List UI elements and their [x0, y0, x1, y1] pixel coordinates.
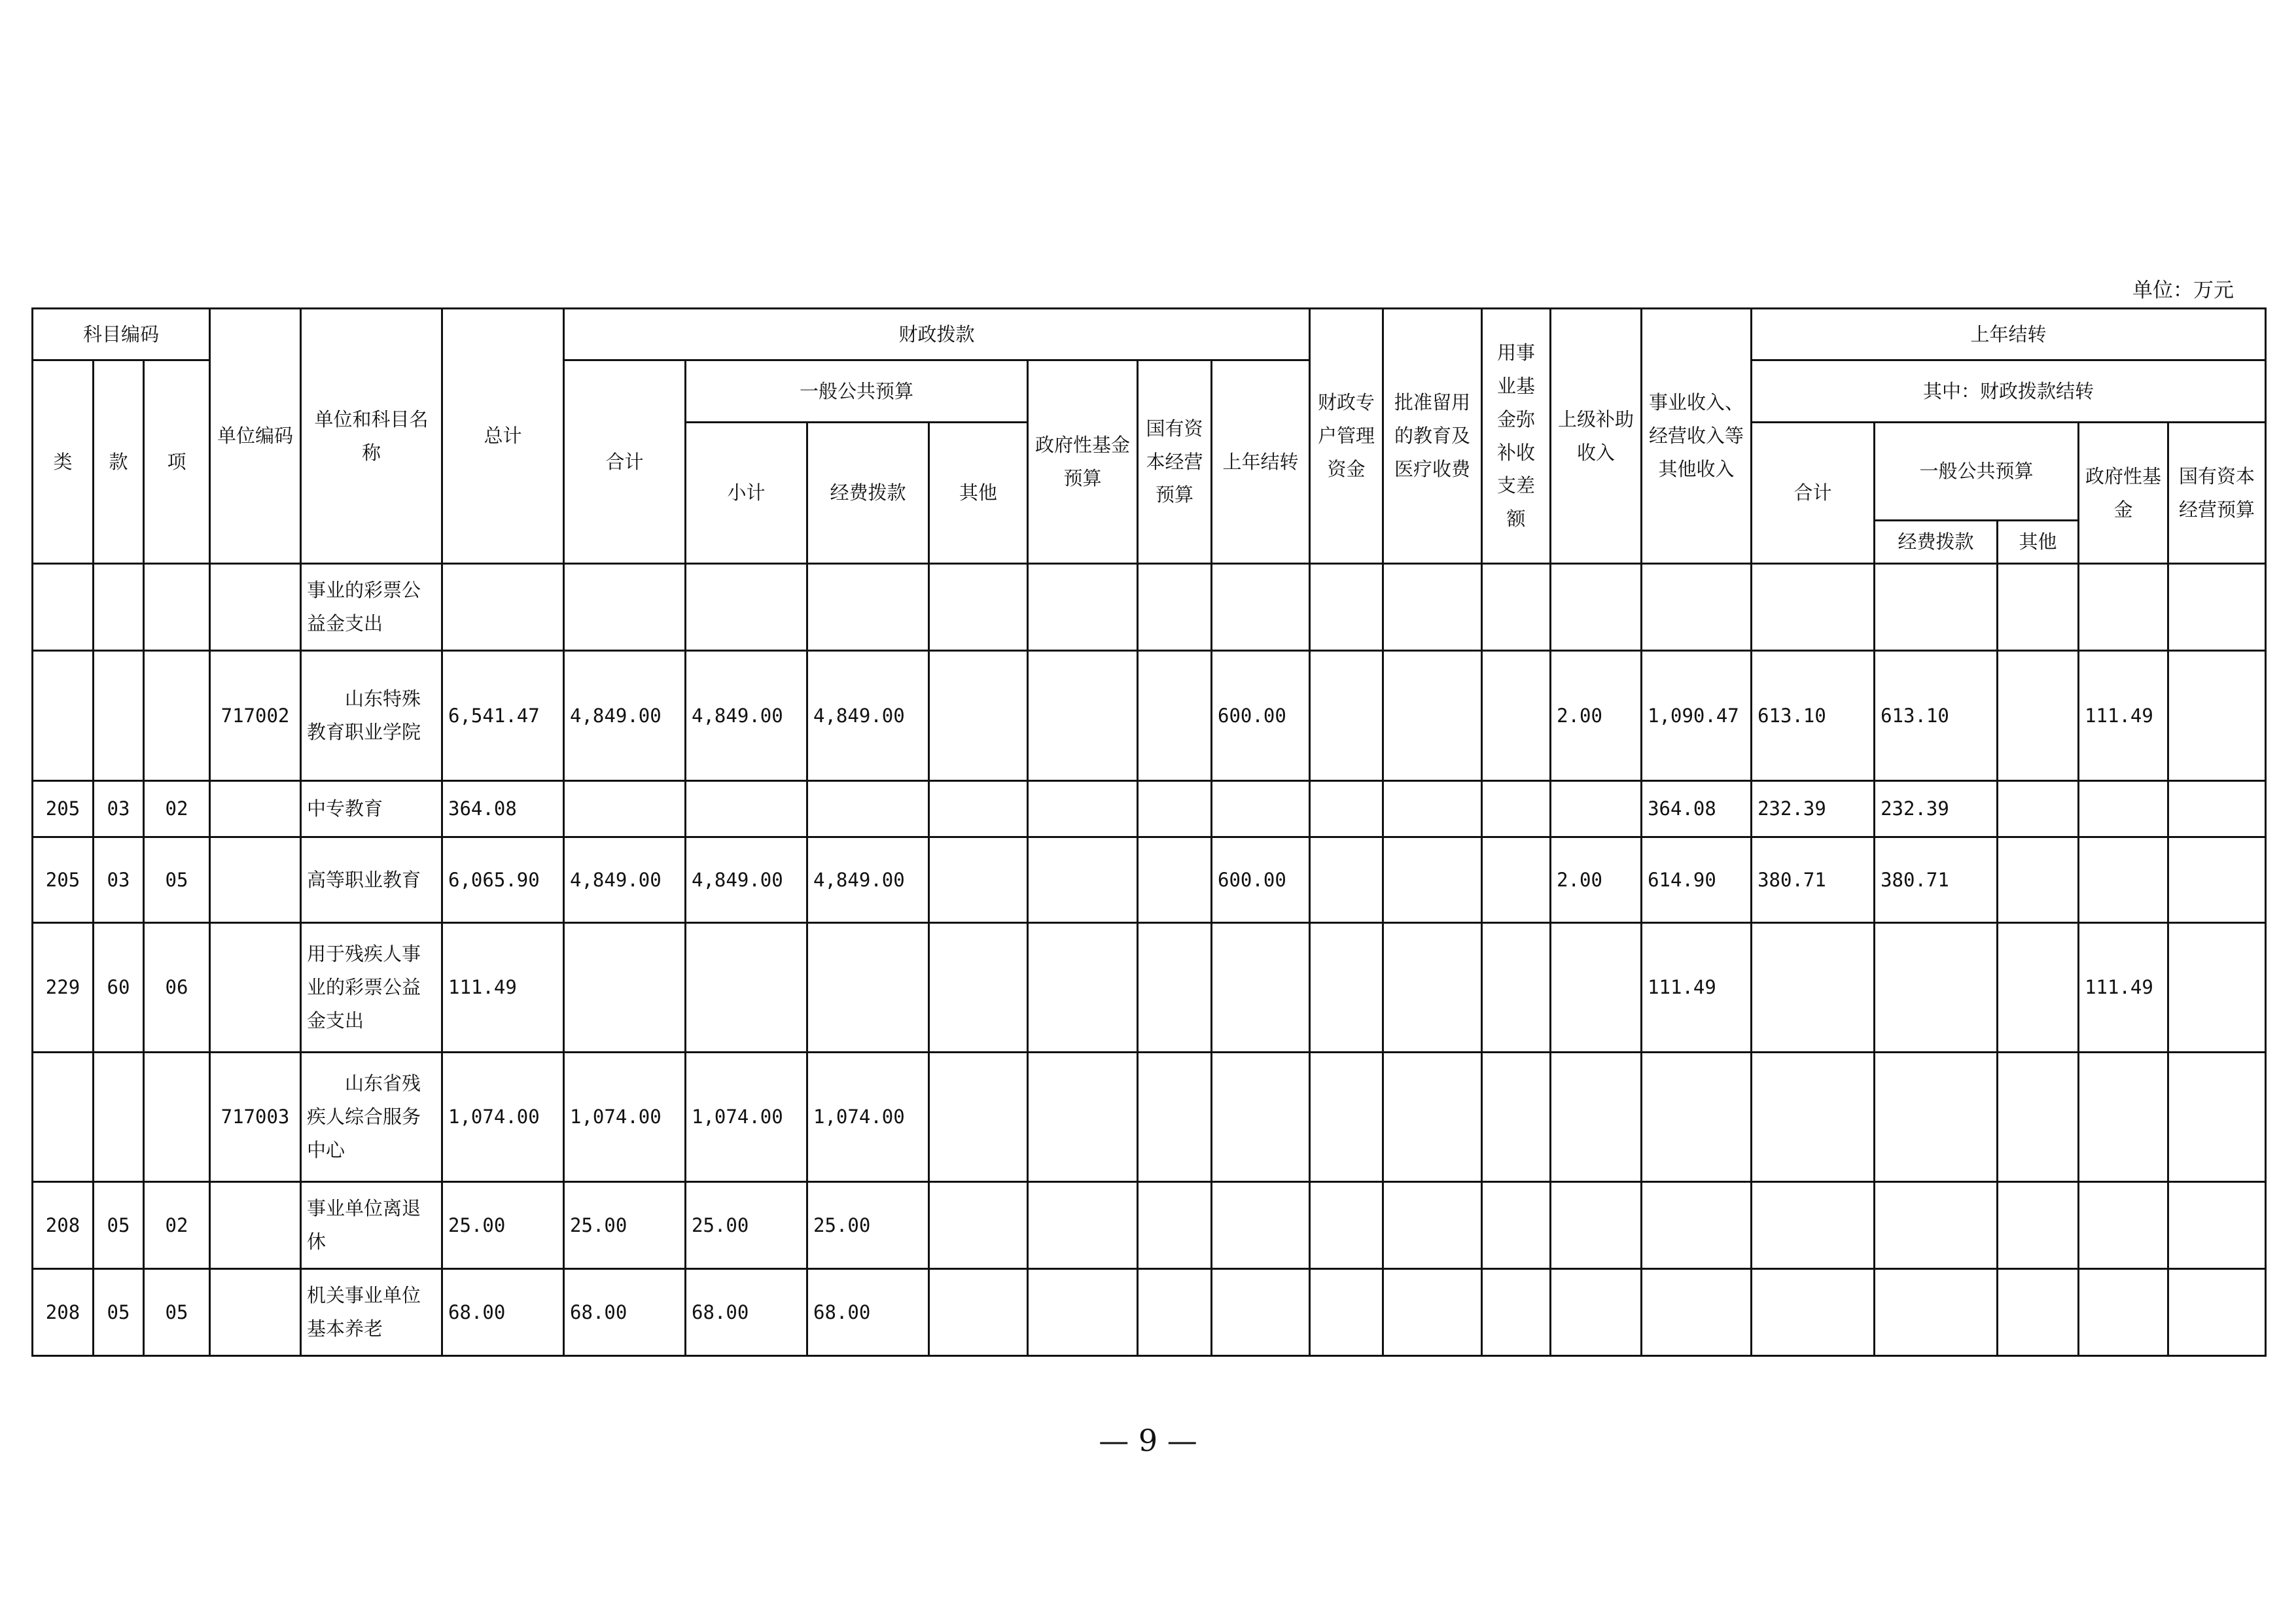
cell-value	[1310, 1182, 1383, 1269]
cell-value	[1998, 837, 2079, 923]
cell-unit-code: 717002	[210, 651, 301, 781]
cell-value	[1482, 564, 1551, 651]
cell-value	[1752, 1053, 1875, 1182]
cell-value	[1028, 1269, 1138, 1356]
cell-lei: 205	[33, 781, 94, 837]
header-zongji: 总计	[442, 309, 564, 564]
cell-value	[1482, 781, 1551, 837]
cell-xiang: 05	[144, 1269, 210, 1356]
cell-value	[1383, 781, 1482, 837]
cell-value	[564, 781, 686, 837]
cell-value: 25.00	[564, 1182, 686, 1269]
cell-value	[564, 564, 686, 651]
cell-value: 25.00	[442, 1182, 564, 1269]
cell-value	[1028, 837, 1138, 923]
table-row	[33, 837, 2266, 923]
cell-value	[1551, 1182, 1642, 1269]
header-shiye-shouru: 事业收入、经营收入等其他收入	[1642, 309, 1752, 564]
cell-value	[1138, 781, 1212, 837]
cell-value	[686, 564, 807, 651]
cell-kuan: 60	[94, 923, 144, 1053]
header-guoyou-ziben-yusuan: 国有资本经营预算	[1138, 360, 1212, 564]
cell-value	[929, 923, 1028, 1053]
cell-lei: 229	[33, 923, 94, 1053]
cell-value	[1138, 1182, 1212, 1269]
cell-lei: 208	[33, 1182, 94, 1269]
cell-value: 4,849.00	[564, 651, 686, 781]
cell-value	[1875, 1269, 1998, 1356]
cell-value: 4,849.00	[686, 651, 807, 781]
header-danwei-mingcheng: 单位和科目名称	[301, 309, 442, 564]
cell-value	[929, 837, 1028, 923]
cell-unit-code	[210, 1269, 301, 1356]
cell-value	[1028, 564, 1138, 651]
cell-value: 2.00	[1551, 651, 1642, 781]
header-jz-zhengfu-jijin: 政府性基金	[2079, 423, 2168, 564]
cell-value: 232.39	[1752, 781, 1875, 837]
table-row	[33, 1182, 2266, 1269]
cell-xiang	[144, 651, 210, 781]
cell-value: 600.00	[1212, 837, 1310, 923]
header-caizheng-zhuanhu: 财政专户管理资金	[1310, 309, 1383, 564]
cell-value	[1310, 923, 1383, 1053]
cell-value	[1482, 1053, 1551, 1182]
cell-value	[1138, 1053, 1212, 1182]
cell-value	[929, 1182, 1028, 1269]
table-row	[33, 1053, 2266, 1182]
table-row	[33, 923, 2266, 1053]
cell-value	[807, 564, 929, 651]
cell-value	[1028, 781, 1138, 837]
cell-value: 364.08	[1642, 781, 1752, 837]
cell-value: 111.49	[442, 923, 564, 1053]
cell-value	[2079, 1269, 2168, 1356]
cell-value: 68.00	[564, 1269, 686, 1356]
header-danwei-bianma: 单位编码	[210, 309, 301, 564]
cell-value: 1,090.47	[1642, 651, 1752, 781]
cell-value	[1482, 651, 1551, 781]
cell-value	[2168, 1269, 2266, 1356]
cell-value	[1138, 923, 1212, 1053]
cell-value	[1875, 1053, 1998, 1182]
cell-value: 2.00	[1551, 837, 1642, 923]
cell-value	[1551, 923, 1642, 1053]
cell-xiang: 02	[144, 781, 210, 837]
cell-value	[2168, 923, 2266, 1053]
cell-value: 1,074.00	[564, 1053, 686, 1182]
cell-value	[1383, 564, 1482, 651]
cell-value	[1138, 837, 1212, 923]
cell-value	[2168, 1053, 2266, 1182]
header-xiang: 项	[144, 360, 210, 564]
table-row	[33, 651, 2266, 781]
cell-value	[1383, 923, 1482, 1053]
cell-value	[1028, 1182, 1138, 1269]
cell-value: 614.90	[1642, 837, 1752, 923]
cell-value	[686, 781, 807, 837]
cell-value	[929, 781, 1028, 837]
cell-value: 111.49	[1642, 923, 1752, 1053]
cell-kuan	[94, 1053, 144, 1182]
cell-value	[1998, 1053, 2079, 1182]
cell-value	[1310, 837, 1383, 923]
cell-value: 4,849.00	[564, 837, 686, 923]
cell-value	[2079, 564, 2168, 651]
cell-unit-code	[210, 781, 301, 837]
cell-value	[2079, 1182, 2168, 1269]
cell-value	[1383, 651, 1482, 781]
cell-value	[1138, 1269, 1212, 1356]
cell-value: 4,849.00	[807, 837, 929, 923]
cell-unit-code	[210, 564, 301, 651]
cell-value	[1642, 564, 1752, 651]
header-jingfei-bokuan: 经费拨款	[807, 423, 929, 564]
header-heji: 合计	[564, 360, 686, 564]
header-kuan: 款	[94, 360, 144, 564]
cell-value: 25.00	[686, 1182, 807, 1269]
cell-kuan: 03	[94, 781, 144, 837]
header-xiaoji: 小计	[686, 423, 807, 564]
cell-kuan: 05	[94, 1269, 144, 1356]
header-shiye-jijin: 用事业基金弥补收支差额	[1482, 309, 1551, 564]
cell-value: 111.49	[2079, 651, 2168, 781]
cell-value: 380.71	[1875, 837, 1998, 923]
cell-value	[1551, 564, 1642, 651]
cell-value	[929, 564, 1028, 651]
cell-xiang: 05	[144, 837, 210, 923]
cell-value	[807, 781, 929, 837]
cell-value	[1028, 1053, 1138, 1182]
cell-value	[1482, 1182, 1551, 1269]
header-jz-jingfei-bokuan: 经费拨款	[1875, 521, 1998, 564]
cell-value	[1998, 1269, 2079, 1356]
header-pizhun-liuyong: 批准留用的教育及医疗收费	[1383, 309, 1482, 564]
header-shangji-buzhu: 上级补助收入	[1551, 309, 1642, 564]
cell-value: 1,074.00	[686, 1053, 807, 1182]
cell-value	[1482, 1269, 1551, 1356]
cell-kuan: 05	[94, 1182, 144, 1269]
header-jz-guoyou-ziben: 国有资本经营预算	[2168, 423, 2266, 564]
cell-value	[1482, 837, 1551, 923]
cell-unit-name: 事业的彩票公益金支出	[301, 564, 442, 651]
cell-value: 232.39	[1875, 781, 1998, 837]
cell-value	[1752, 923, 1875, 1053]
cell-value	[1310, 564, 1383, 651]
cell-value	[1212, 923, 1310, 1053]
header-jz-qita: 其他	[1998, 521, 2079, 564]
cell-unit-name: 用于残疾人事业的彩票公益金支出	[301, 923, 442, 1053]
unit-label: 单位：万元	[2132, 279, 2234, 302]
cell-value: 4,849.00	[807, 651, 929, 781]
cell-value: 6,541.47	[442, 651, 564, 781]
cell-lei	[33, 1053, 94, 1182]
cell-unit-name: 机关事业单位基本养老	[301, 1269, 442, 1356]
cell-unit-name: 高等职业教育	[301, 837, 442, 923]
cell-value	[1551, 1053, 1642, 1182]
cell-value	[807, 923, 929, 1053]
cell-value	[1551, 1269, 1642, 1356]
page-number: — 9 —	[1099, 1423, 1197, 1458]
cell-lei: 208	[33, 1269, 94, 1356]
cell-value: 68.00	[442, 1269, 564, 1356]
budget-table	[31, 307, 2267, 1357]
cell-value	[2168, 564, 2266, 651]
cell-value	[929, 1053, 1028, 1182]
cell-value	[1752, 564, 1875, 651]
cell-kuan	[94, 651, 144, 781]
cell-unit-code: 717003	[210, 1053, 301, 1182]
cell-value: 111.49	[2079, 923, 2168, 1053]
cell-value: 600.00	[1212, 651, 1310, 781]
cell-value: 613.10	[1752, 651, 1875, 781]
cell-unit-code	[210, 923, 301, 1053]
cell-xiang: 02	[144, 1182, 210, 1269]
header-jz-yiban-gonggong: 一般公共预算	[1875, 423, 2079, 521]
cell-value	[1212, 1269, 1310, 1356]
cell-value	[1998, 651, 2079, 781]
cell-value	[2079, 781, 2168, 837]
cell-value	[1310, 651, 1383, 781]
cell-value	[1212, 1053, 1310, 1182]
cell-value	[1383, 1182, 1482, 1269]
cell-value	[2079, 1053, 2168, 1182]
cell-value	[564, 923, 686, 1053]
header-yiban-gonggong: 一般公共预算	[686, 360, 1028, 423]
cell-value	[2168, 1182, 2266, 1269]
cell-value	[1212, 564, 1310, 651]
cell-value	[1310, 781, 1383, 837]
cell-value	[1383, 837, 1482, 923]
cell-value: 613.10	[1875, 651, 1998, 781]
header-shangnian-jiezhuan-group: 上年结转	[1752, 309, 2266, 360]
cell-value	[1138, 564, 1212, 651]
cell-lei	[33, 651, 94, 781]
cell-value	[1998, 1182, 2079, 1269]
cell-unit-name: 山东特殊教育职业学院	[301, 651, 442, 781]
cell-value	[2168, 781, 2266, 837]
cell-xiang: 06	[144, 923, 210, 1053]
header-kemu-bianma: 科目编码	[33, 309, 210, 360]
cell-value	[1642, 1182, 1752, 1269]
cell-value	[1875, 923, 1998, 1053]
cell-value: 380.71	[1752, 837, 1875, 923]
cell-value	[1752, 1182, 1875, 1269]
cell-value	[1028, 651, 1138, 781]
cell-value	[1212, 1182, 1310, 1269]
cell-value	[1642, 1053, 1752, 1182]
cell-value	[1642, 1269, 1752, 1356]
cell-value	[686, 923, 807, 1053]
header-qizhong-caizheng: 其中：财政拨款结转	[1752, 360, 2266, 423]
cell-value	[2079, 837, 2168, 923]
cell-value: 1,074.00	[442, 1053, 564, 1182]
cell-value: 68.00	[686, 1269, 807, 1356]
cell-value	[1212, 781, 1310, 837]
cell-value: 364.08	[442, 781, 564, 837]
cell-value	[929, 1269, 1028, 1356]
header-qita: 其他	[929, 423, 1028, 564]
header-row-1	[33, 309, 2266, 360]
cell-unit-code	[210, 837, 301, 923]
cell-unit-name: 中专教育	[301, 781, 442, 837]
cell-unit-name: 事业单位离退休	[301, 1182, 442, 1269]
header-caizheng-bokuan: 财政拨款	[564, 309, 1310, 360]
cell-value	[1752, 1269, 1875, 1356]
cell-value	[929, 651, 1028, 781]
table-row	[33, 781, 2266, 837]
cell-value	[1310, 1269, 1383, 1356]
cell-value: 4,849.00	[686, 837, 807, 923]
header-jz-heji: 合计	[1752, 423, 1875, 564]
header-zhengfu-jijin-yusuan: 政府性基金预算	[1028, 360, 1138, 564]
header-lei: 类	[33, 360, 94, 564]
cell-xiang	[144, 1053, 210, 1182]
cell-value	[1310, 1053, 1383, 1182]
cell-kuan	[94, 564, 144, 651]
cell-value	[1998, 781, 2079, 837]
cell-xiang	[144, 564, 210, 651]
cell-value	[2168, 651, 2266, 781]
cell-lei	[33, 564, 94, 651]
cell-value	[1482, 923, 1551, 1053]
cell-value: 68.00	[807, 1269, 929, 1356]
cell-value	[1138, 651, 1212, 781]
header-shangnian-jiezhuan: 上年结转	[1212, 360, 1310, 564]
cell-value	[1383, 1269, 1482, 1356]
cell-value: 25.00	[807, 1182, 929, 1269]
cell-unit-code	[210, 1182, 301, 1269]
cell-unit-name: 山东省残疾人综合服务中心	[301, 1053, 442, 1182]
cell-value	[1998, 923, 2079, 1053]
cell-kuan: 03	[94, 837, 144, 923]
cell-lei: 205	[33, 837, 94, 923]
cell-value	[1551, 781, 1642, 837]
cell-value: 6,065.90	[442, 837, 564, 923]
table-row	[33, 1269, 2266, 1356]
cell-value	[2168, 837, 2266, 923]
cell-value	[442, 564, 564, 651]
cell-value: 1,074.00	[807, 1053, 929, 1182]
cell-value	[1383, 1053, 1482, 1182]
cell-value	[1875, 564, 1998, 651]
cell-value	[1998, 564, 2079, 651]
cell-value	[1028, 923, 1138, 1053]
table-body	[33, 564, 2266, 1356]
table-row	[33, 564, 2266, 651]
cell-value	[1875, 1182, 1998, 1269]
